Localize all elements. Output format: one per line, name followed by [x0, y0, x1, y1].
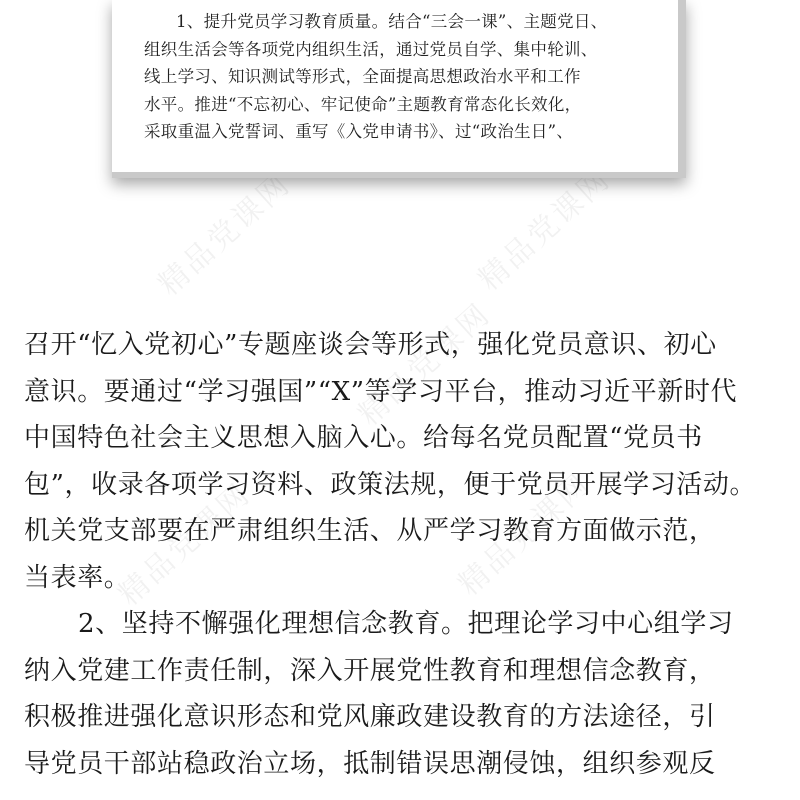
watermark: 精品党课网	[111, 476, 258, 613]
excerpt-line: 1、提升党员学习教育质量。结合“三会一课”、主题党日、	[176, 12, 608, 31]
body-line: 意识。要通过“学习强国”“X”等学习平台，推动习近平新时代	[24, 376, 738, 407]
document-body	[24, 322, 784, 787]
body-line: 包”，收录各项学习资料、政策法规，便于党员开展学习活动。	[24, 469, 757, 500]
body-line: 导党员干部站稳政治立场，抵制错误思潮侵蚀，组织参观反	[24, 748, 716, 779]
watermark: 精品党课网	[451, 466, 598, 603]
excerpt-line: 采取重温入党誓词、重写《入党申请书》、过“政治生日”、	[144, 122, 574, 141]
excerpt-card	[112, 0, 686, 178]
excerpt-text	[144, 8, 654, 146]
watermark: 精品党课网	[351, 296, 498, 433]
body-line: 2、坚持不懈强化理想信念教育。把理论学习中心组学习	[78, 609, 734, 639]
watermark: 精品党课网	[151, 166, 298, 303]
body-line: 机关党支部要在严肃组织生活、从严学习教育方面做示范，	[24, 516, 716, 546]
excerpt-card-page	[112, 0, 678, 172]
body-line: 纳入党建工作责任制，深入开展党性教育和理想信念教育，	[24, 655, 716, 686]
body-line: 积极推进强化意识形态和党风廉政建设教育的方法途径，引	[24, 702, 716, 732]
body-line: 召开“忆入党初心”专题座谈会等形式，强化党员意识、初心	[24, 330, 717, 360]
watermark: 精品党课网	[471, 161, 618, 298]
body-line: 中国特色社会主义思想入脑入心。给每名党员配置“党员书	[24, 423, 703, 453]
excerpt-line: 线上学习、知识测试等形式，全面提高思想政治水平和工作	[144, 67, 581, 86]
excerpt-line: 水平。推进“不忘初心、牢记使命”主题教育常态化长效化，	[144, 94, 582, 114]
excerpt-line: 组织生活会等各项党内组织生活，通过党员自学、集中轮训、	[144, 39, 598, 59]
body-line: 当表率。	[24, 562, 131, 593]
